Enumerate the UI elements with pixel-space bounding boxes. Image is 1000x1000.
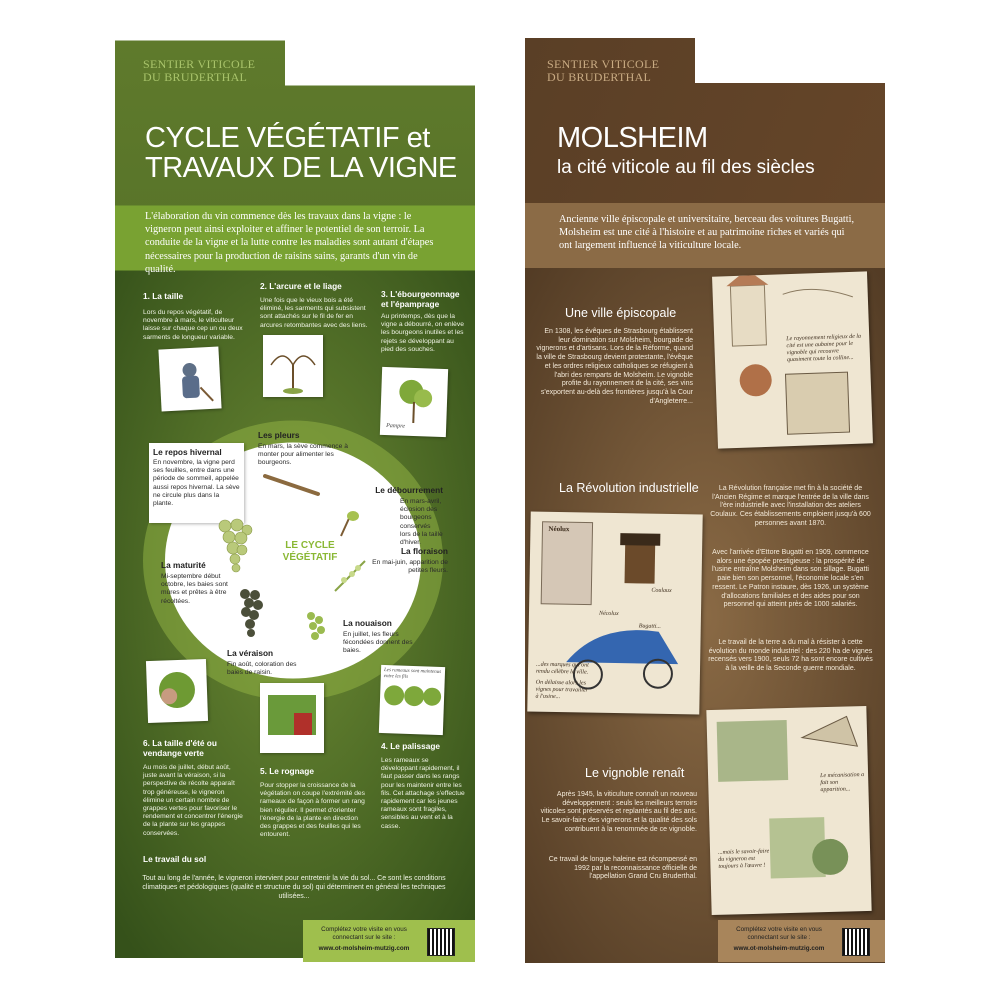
work-step-title: 5. Le rognage: [260, 766, 314, 776]
intro-text: Ancienne ville épiscopale et universitaire, berceau des voitures Bugatti, Molsheim est une cité à l'histoire et au patrimoine riches et variés qui ont largement influencé la viticulture locale.: [559, 214, 855, 252]
dark-grapes-sketch: [235, 586, 267, 642]
work-step-title: 3. L'ébourgeonnage et l'épamprage: [381, 289, 460, 309]
work-step-4: [381, 741, 465, 831]
stage-title: La nouaison: [343, 618, 392, 628]
molsheim-history-panel: [525, 38, 885, 963]
caption-factory: On délaisse alors les vignes pour travailler à l'usine...: [535, 679, 589, 701]
right-footer: [718, 920, 885, 962]
cane-sketch: [263, 468, 323, 498]
photo-label-bugatti: Bugatti...: [638, 623, 661, 630]
soil-title: Le travail du sol: [143, 854, 207, 864]
section-text-revival-1: Après 1945, la viticulture connaît un nouveau développement : seuls les meilleurs terroirs viticoles sont préservés et replantés au fil des ans. Le savoir-faire des vignerons et la qualité des sols contribuent à la renommée de ce vignoble.: [540, 791, 697, 833]
footer-line-1: Complétez votre visite en vous: [736, 926, 822, 933]
work-step-title: 4. Le palissage: [381, 741, 441, 751]
section-title-industrial: La Révolution industrielle: [559, 481, 699, 495]
sketch-note: Les rameaux sont maintenus entre les fils: [383, 668, 442, 680]
brand-line-1: SENTIER VITICOLE: [143, 57, 256, 71]
stage-title: Le débourrement: [375, 485, 443, 495]
intro-text: L'élaboration du vin commence dès les travaux dans la vigne : le vigneron peut ainsi exploiter et affiner le potentiel de son terroir. La conduite de la vigne et la lutte contre les maladies sont autant d'étapes nécessaires pour la production de raisins sains, garants d'un vin de qualité.: [145, 211, 434, 275]
work-step-title: 2. L'arcure et le liage: [260, 281, 342, 291]
episcopal-illustration: [712, 271, 873, 448]
cycle-label-line-2: VÉGÉTATIF: [282, 552, 338, 563]
photo-label-coulaux: Coulaux: [651, 587, 672, 594]
page-title-line-1: MOLSHEIM: [557, 122, 708, 154]
stage-budburst: [358, 485, 443, 547]
brand-line-1: SENTIER VITICOLE: [547, 57, 660, 71]
cycle-label: [275, 540, 345, 564]
stage-text: En juillet, les fleurs fécondées donnent des baies.: [343, 631, 413, 655]
work-step-1: [143, 291, 243, 342]
footer-text: [724, 926, 834, 953]
qr-code[interactable]: [842, 928, 870, 956]
section-text-industrial-1: La Révolution française met fin à la société de l'Ancien Régime et marque l'entrée de la ville dans l'ère industrielle avec l'installation des ateliers Coulaux. Ces établissements emploient jusqu'à 600 personnes avant 1870.: [710, 485, 871, 527]
stage-title: La maturité: [161, 560, 206, 570]
work-step-text: Une fois que le vieux bois a été éliminé, les sarments qui subsistent sont attachés sur le fil de fer en arcures retombantes avec des liens.: [260, 297, 368, 329]
stage-tears: [258, 430, 353, 468]
photo-label-necolux: Nécolux: [598, 610, 619, 618]
caption-brands: ...des marques qui ont rendu célèbre la ville.: [535, 661, 589, 676]
section-title-episcopal: Une ville épiscopale: [565, 306, 677, 320]
stage-text: En novembre, la vigne perd ses feuilles, entre dans une période de sommeil, appelée aussi repos hivernal. La sève ne circule plus dans la plante.: [153, 459, 240, 508]
stage-text: Mi-septembre début octobre, les baies sont mûres et prêtes à être récoltées.: [161, 573, 228, 605]
footer-url-link[interactable]: www.ot-molsheim-mutzig.com: [318, 945, 410, 952]
work-step-text: Pour stopper la croissance de la végétation on coupe l'extrémité des rameaux de façon à former un rang bien régulier. Il permet d'orienter l'énergie de la plante en direction des grappes et des feuilles qui les entourent.: [260, 782, 365, 839]
stage-text: En mai-juin, apparition de petites fleurs.: [372, 559, 448, 575]
stage-veraison: [227, 648, 302, 677]
trellising-sketch: [379, 665, 445, 735]
work-step-2: [260, 281, 370, 330]
work-step-5: [260, 766, 368, 839]
cycle-label-line-1: LE CYCLE: [285, 540, 335, 551]
page-title-line-2: la cité viticole au fil des siècles: [557, 157, 815, 178]
section-text-episcopal: En 1308, les évêques de Strasbourg établissent leur domination sur Molsheim, bourgade de vignerons et d'artisans. Lors de la Réforme, quand la ville de Strasbourg devient protestante, l'évêque et les ordres religieux catholiques se réfugient à l'abri des remparts de Molsheim. Le vignoble profite du rayonnement de la cité, ses vins s'exportent au-delà des frontières jusqu'à la Cour d'Angleterre...: [536, 328, 693, 405]
young-grapes-sketch: [297, 606, 333, 650]
page-title-line-2: TRAVAUX DE LA VIGNE: [145, 152, 457, 184]
work-step-text: Les rameaux se développant rapidement, il faut passer dans les rangs pour les maintenir entre les fils. Cet attachage s'effectue rapidement car les jeunes rameaux sont fragiles, sensibles au vent et à la casse.: [381, 757, 465, 830]
work-step-6: [143, 738, 243, 838]
footer-line-2: connectant sur le site :: [747, 934, 811, 941]
stage-text: En mars, la sève commence à monter pour alimenter les bourgeons.: [258, 443, 348, 467]
work-step-text: Au printemps, dès que la vigne a débourré, on enlève les bourgeons inutiles et les rejets se développant au pied des souches.: [381, 313, 464, 353]
section-text-industrial-3: Le travail de la terre a du mal à résister à cette évolution du monde industriel : des 220 ha de vignes recensés vers 1900, seuls 72 ha sont encore cultivés à la veille de la Seconde guerre mondiale.: [708, 639, 873, 673]
left-footer: [303, 920, 475, 962]
qr-code[interactable]: [427, 928, 455, 956]
bud-sketch: [337, 508, 363, 538]
section-text-revival-2: Ce travail de longue haleine est récompensé en 1992 par la reconnaissance officielle de l'appellation Grand Cru Bruderthal.: [548, 856, 697, 881]
ripe-grapes-sketch: [211, 516, 257, 578]
work-step-title: 6. La taille d'été ou vendange verte: [143, 738, 217, 758]
section-title-revival: Le vignoble renaît: [585, 766, 685, 780]
work-step-text: Au mois de juillet, début août, juste avant la véraison, si la perspective de récolte apparaît trop généreuse, le vigneron élimine un certain nombre de grappes vertes pour favoriser le rendement et concentrer l'énergie de la plante sur les grappes conservées.: [143, 764, 243, 837]
caption-mechanisation: Le mécanisation a fait son apparition...: [820, 772, 865, 794]
soil-text: Tout au long de l'année, le vigneron intervient pour entretenir la vie du sol... Ce sont les conditions climatiques et pédologiques (qualité et structure du sol) qui déterminent en général les techniques utilisées...: [142, 875, 446, 900]
caption-episcopal: Le rayonnement religieux de la cité est une aubaine pour le vignoble qui recouvre quasiment toute la colline...: [786, 333, 862, 364]
stage-text: Fin août, coloration des baies de raisin.: [227, 661, 297, 677]
work-step-text: Lors du repos végétatif, de novembre à mars, le viticulteur laisse sur chaque cep un ou deux sarments de longueur variable.: [143, 309, 243, 341]
trimming-sketch: [260, 683, 324, 753]
footer-line-2: connectant sur le site :: [332, 934, 396, 941]
work-step-title: 1. La taille: [143, 291, 184, 301]
stage-winter-rest: [149, 443, 244, 523]
photo-label-neolux: Néolux: [548, 524, 570, 534]
sketch-note: Pampre: [386, 423, 406, 430]
industrial-illustration: [527, 512, 702, 715]
stage-title: Le repos hivernal: [153, 447, 222, 457]
page-title-line-1: CYCLE VÉGÉTATIF et: [145, 122, 430, 154]
brand-line-2: DU BRUDERTHAL: [547, 70, 652, 84]
brand-line-2: DU BRUDERTHAL: [143, 70, 248, 84]
section-text-industrial-2: Avec l'arrivée d'Ettore Bugatti en 1909, commence alors une épopée prestigieuse : la prospérité de l'usine entraîne Molsheim dans son sillage. Bugatti paie bien son personnel, l'économie locale s'en ressent. Le Patron instaure, dès 1926, un système d'allocations familiales et des aides pour son personnel qui atteint près de 1000 salariés.: [712, 549, 869, 609]
arching-sketch: [263, 335, 323, 397]
footer-line-1: Complétez votre visite en vous: [321, 926, 407, 933]
disbudding-sketch: [380, 367, 448, 437]
work-step-3: [381, 289, 465, 354]
stage-title: Les pleurs: [258, 430, 300, 440]
vine-cycle-panel: [115, 38, 475, 958]
footer-url-link[interactable]: www.ot-molsheim-mutzig.com: [733, 945, 825, 952]
vineyard-revival-illustration: [706, 706, 871, 915]
stage-text: En mars-avril, éclosion des bourgeons conservés lors de la taille d'hiver.: [400, 498, 443, 547]
green-harvest-sketch: [146, 659, 208, 723]
caption-savoir-faire: ...mais le savoir-faire du vigneron est toujours à l'œuvre !: [718, 848, 770, 870]
stage-title: La véraison: [227, 648, 274, 658]
stage-fruit-set: [343, 618, 423, 656]
stage-title: La floraison: [400, 546, 448, 556]
stage-flowering: [363, 546, 448, 575]
pruning-sketch: [158, 346, 221, 411]
footer-text: [309, 926, 419, 953]
